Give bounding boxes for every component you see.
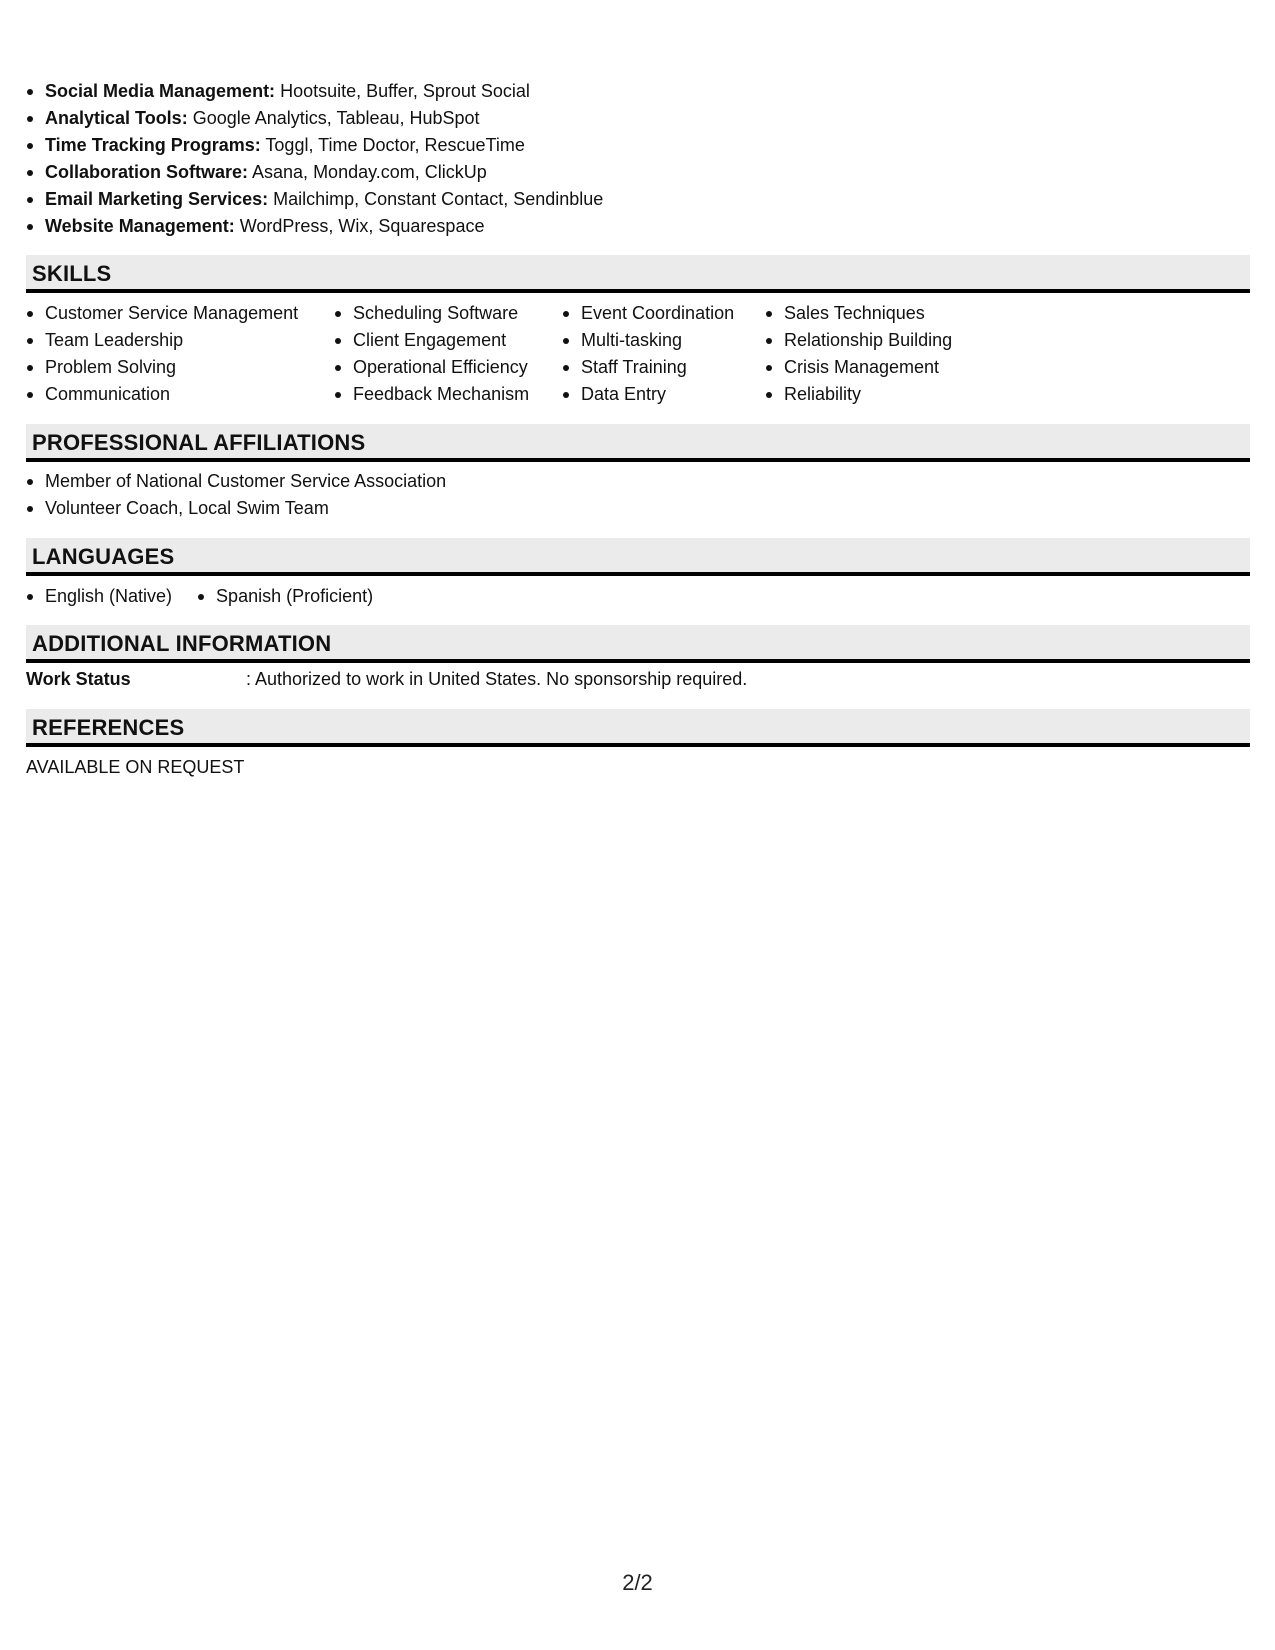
work-status-row <box>26 666 1250 692</box>
skills-column <box>562 300 765 408</box>
affiliation-item: Member of National Customer Service Association <box>26 468 1250 495</box>
tool-category: Social Media Management: <box>45 81 276 101</box>
tool-category: Website Management: <box>45 216 235 236</box>
additional-info-heading: ADDITIONAL INFORMATION <box>26 625 1250 663</box>
language-item: Spanish (Proficient) <box>197 583 373 610</box>
skill-item: Crisis Management <box>765 354 1065 381</box>
references-heading: REFERENCES <box>26 709 1250 747</box>
work-status-value: : Authorized to work in United States. No sponsorship required. <box>246 669 748 689</box>
skill-item: Customer Service Management <box>26 300 334 327</box>
tool-names: Google Analytics, Tableau, HubSpot <box>187 108 480 128</box>
skills-heading: SKILLS <box>26 255 1250 293</box>
skill-item: Relationship Building <box>765 327 1065 354</box>
skill-item: Event Coordination <box>562 300 765 327</box>
languages-heading: LANGUAGES <box>26 538 1250 576</box>
tool-names: Toggl, Time Doctor, RescueTime <box>260 135 525 155</box>
skills-column <box>334 300 562 408</box>
tool-category: Email Marketing Services: <box>45 189 269 209</box>
tool-names: Hootsuite, Buffer, Sprout Social <box>275 81 530 101</box>
page-number: 2/2 <box>622 1570 653 1595</box>
affiliations-heading: PROFESSIONAL AFFILIATIONS <box>26 424 1250 462</box>
resume-page <box>26 78 1250 780</box>
tool-names: Asana, Monday.com, ClickUp <box>248 162 487 182</box>
skill-item: Scheduling Software <box>334 300 562 327</box>
list-item <box>26 132 1250 159</box>
skill-item: Feedback Mechanism <box>334 381 562 408</box>
skills-grid <box>26 300 1250 408</box>
skill-item: Team Leadership <box>26 327 334 354</box>
work-status-label: Work Status <box>26 669 131 689</box>
languages-list <box>26 583 1250 610</box>
skill-item: Communication <box>26 381 334 408</box>
skill-item: Sales Techniques <box>765 300 1065 327</box>
skills-column <box>26 300 334 408</box>
tools-list <box>26 78 1250 240</box>
tool-category: Time Tracking Programs: <box>45 135 261 155</box>
skill-item: Reliability <box>765 381 1065 408</box>
tool-category: Collaboration Software: <box>45 162 249 182</box>
list-item <box>26 213 1250 240</box>
skill-item: Data Entry <box>562 381 765 408</box>
list-item <box>26 78 1250 105</box>
skill-item: Multi-tasking <box>562 327 765 354</box>
skill-item: Problem Solving <box>26 354 334 381</box>
list-item <box>26 159 1250 186</box>
skill-item: Client Engagement <box>334 327 562 354</box>
tool-category: Analytical Tools: <box>45 108 188 128</box>
language-item: English (Native) <box>26 583 172 610</box>
tool-names: WordPress, Wix, Squarespace <box>234 216 485 236</box>
skills-column <box>765 300 1065 408</box>
skill-item: Operational Efficiency <box>334 354 562 381</box>
references-text: AVAILABLE ON REQUEST <box>26 757 245 777</box>
skill-item: Staff Training <box>562 354 765 381</box>
affiliation-item: Volunteer Coach, Local Swim Team <box>26 495 1250 522</box>
list-item <box>26 105 1250 132</box>
affiliations-list <box>26 468 1250 522</box>
list-item <box>26 186 1250 213</box>
tool-names: Mailchimp, Constant Contact, Sendinblue <box>268 189 604 209</box>
